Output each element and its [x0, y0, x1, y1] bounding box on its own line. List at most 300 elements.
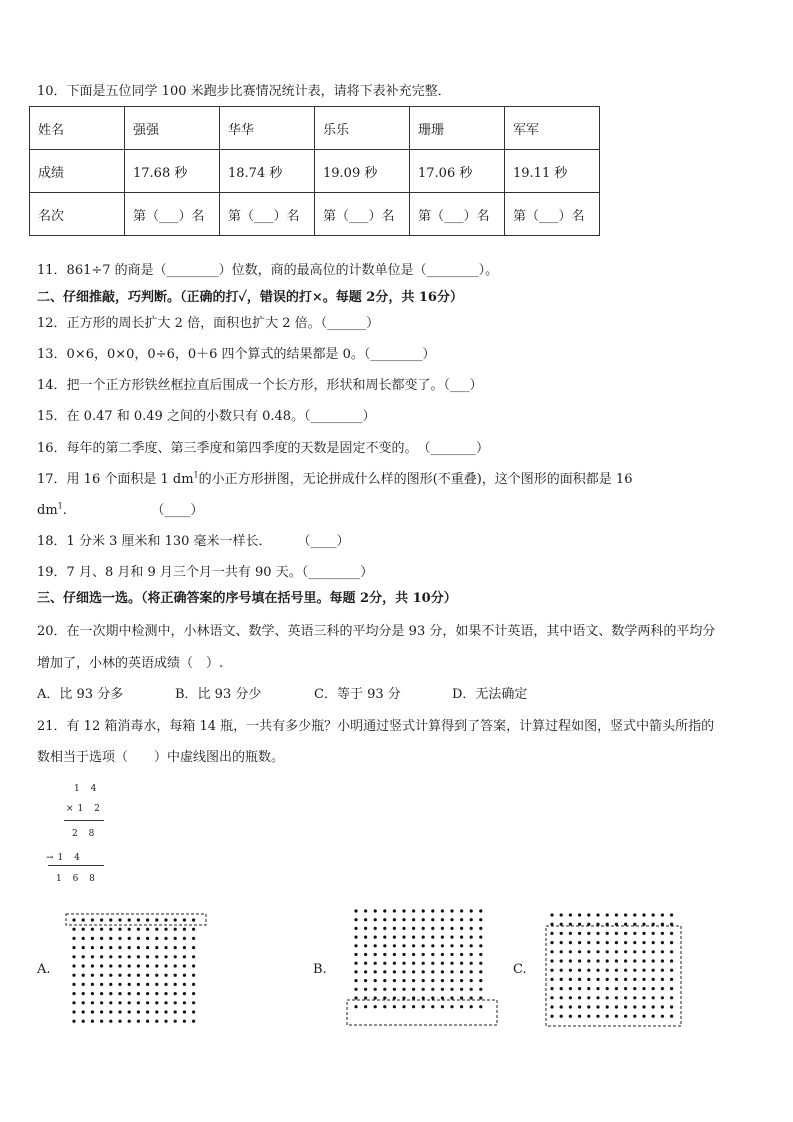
- bottle-dot: [109, 937, 112, 940]
- bottle-dot: [422, 944, 425, 947]
- bottle-dot: [587, 978, 590, 981]
- rank-blank[interactable]: 第（___）名: [220, 193, 315, 236]
- bottle-dot: [109, 946, 112, 949]
- bottle-dot: [479, 936, 482, 939]
- bottle-dot: [402, 962, 405, 965]
- bottle-dot: [109, 983, 112, 986]
- bottle-dot: [128, 918, 131, 921]
- table-row-names: [30, 107, 600, 150]
- bottle-dot: [72, 955, 75, 958]
- bottle-dot: [550, 913, 553, 916]
- q19: 19．7 月、8 月和 9 月三个月一共有 90 天。（________）: [37, 565, 374, 580]
- bottle-dot: [606, 978, 609, 981]
- bottle-dot: [354, 909, 357, 912]
- bottle-dot: [450, 988, 453, 991]
- q21-option-b-label[interactable]: B.: [313, 962, 327, 977]
- bottle-dot: [661, 913, 664, 916]
- bottle-dot: [670, 1005, 673, 1008]
- bottle-dot: [569, 923, 572, 926]
- bottle-dot: [596, 950, 599, 953]
- bottle-dot: [374, 953, 377, 956]
- table-row-ranks: [30, 193, 600, 236]
- bottle-dot: [460, 996, 463, 999]
- table-cell: 军军: [505, 107, 600, 150]
- bottle-dot: [146, 937, 149, 940]
- bottle-dot: [183, 928, 186, 931]
- bottle-dot: [441, 970, 444, 973]
- bottle-dot: [578, 941, 581, 944]
- bottle-dot: [652, 978, 655, 981]
- bottle-dot: [146, 983, 149, 986]
- bottle-dot: [354, 918, 357, 921]
- bottle-dot: [624, 950, 627, 953]
- bottle-dot: [155, 1010, 158, 1013]
- bottle-dot: [100, 974, 103, 977]
- bottle-dot: [137, 992, 140, 995]
- bottle-dot: [402, 979, 405, 982]
- bottle-dot: [155, 918, 158, 921]
- bottle-dot: [393, 944, 396, 947]
- bottle-dot: [479, 927, 482, 930]
- bottle-dot: [137, 1020, 140, 1023]
- bottle-dot: [412, 927, 415, 930]
- bottle-dot: [91, 983, 94, 986]
- bottle-dot: [460, 962, 463, 965]
- bottle-dot: [661, 950, 664, 953]
- bottle-dot: [596, 941, 599, 944]
- bottle-dot: [431, 953, 434, 956]
- bottle-dot: [661, 923, 664, 926]
- bottle-dot: [354, 962, 357, 965]
- bottle-dot: [174, 1001, 177, 1004]
- bottle-dot: [393, 909, 396, 912]
- bottle-dot: [109, 964, 112, 967]
- bottle-dot: [470, 927, 473, 930]
- bottle-dot: [661, 1015, 664, 1018]
- bottle-dot: [192, 1020, 195, 1023]
- bottle-dot: [174, 974, 177, 977]
- bottle-dot: [155, 964, 158, 967]
- bottle-dot: [383, 962, 386, 965]
- bottle-dot: [560, 923, 563, 926]
- bottle-dot: [146, 918, 149, 921]
- bottle-dot: [374, 970, 377, 973]
- bottle-dot: [128, 928, 131, 931]
- bottle-dot: [146, 1001, 149, 1004]
- bottle-dot: [146, 974, 149, 977]
- bottle-dot: [450, 1005, 453, 1008]
- q10-prompt: 10．下面是五位同学 100 米跑步比赛情况统计表，请将下表补充完整．: [37, 84, 451, 99]
- bottle-dot: [560, 941, 563, 944]
- bottle-dot: [661, 1005, 664, 1008]
- bottle-dot: [393, 953, 396, 956]
- bottle-dot: [72, 983, 75, 986]
- bottle-dot: [633, 950, 636, 953]
- bottle-dot: [606, 932, 609, 935]
- bottle-dot: [615, 996, 618, 999]
- q20-option-c[interactable]: C．等于 93 分: [314, 687, 401, 702]
- bottle-dot: [118, 937, 121, 940]
- bottle-dot: [550, 959, 553, 962]
- bottle-dot: [624, 941, 627, 944]
- bottle-grid-c: [544, 909, 684, 1029]
- bottle-dot: [550, 932, 553, 935]
- bottle-dot: [128, 1010, 131, 1013]
- bottle-dot: [118, 928, 121, 931]
- bottle-dot: [652, 913, 655, 916]
- bottle-dot: [431, 1005, 434, 1008]
- bottle-dot: [109, 1020, 112, 1023]
- q21-option-c-label[interactable]: C.: [513, 962, 527, 977]
- bottle-dot: [550, 996, 553, 999]
- bottle-dot: [441, 962, 444, 965]
- bottle-dot: [402, 953, 405, 956]
- bottle-dot: [82, 946, 85, 949]
- bottle-dot: [569, 932, 572, 935]
- bottle-dot: [192, 964, 195, 967]
- bottle-dot: [164, 1020, 167, 1023]
- bottle-dot: [383, 918, 386, 921]
- bottle-dot: [652, 1005, 655, 1008]
- q20-line2: 增加了，小林的英语成绩（ ）.: [37, 656, 224, 671]
- bottle-dot: [479, 979, 482, 982]
- bottle-dot: [670, 987, 673, 990]
- bottle-dot: [128, 974, 131, 977]
- bottle-dot: [624, 996, 627, 999]
- bottle-dot: [82, 1001, 85, 1004]
- table-cell: 18.74 秒: [220, 150, 315, 193]
- bottle-dot: [174, 937, 177, 940]
- bottle-dot: [587, 932, 590, 935]
- bottle-dot: [422, 909, 425, 912]
- bottle-dot: [82, 918, 85, 921]
- bottle-dot: [364, 979, 367, 982]
- bottle-dot: [652, 923, 655, 926]
- bottle-dot: [383, 996, 386, 999]
- bottle-dot: [374, 927, 377, 930]
- bottle-dot: [569, 959, 572, 962]
- rank-blank[interactable]: 第（___）名: [505, 193, 600, 236]
- bottle-dot: [479, 909, 482, 912]
- bottle-dot: [72, 1001, 75, 1004]
- bottle-dot: [412, 936, 415, 939]
- bottle-dot: [174, 918, 177, 921]
- bottle-dot: [383, 970, 386, 973]
- bottle-dot: [642, 941, 645, 944]
- bottle-dot: [402, 927, 405, 930]
- bottle-dot: [192, 928, 195, 931]
- bottle-dot: [633, 987, 636, 990]
- bottle-dot: [587, 959, 590, 962]
- bottle-dot: [128, 946, 131, 949]
- bottle-dot: [441, 979, 444, 982]
- bottle-dot: [412, 996, 415, 999]
- bottle-dot: [633, 969, 636, 972]
- bottle-dot: [642, 959, 645, 962]
- bottle-dot: [128, 983, 131, 986]
- bottle-dot: [192, 1001, 195, 1004]
- bottle-dot: [364, 927, 367, 930]
- bottle-dot: [422, 970, 425, 973]
- bottle-dot: [470, 988, 473, 991]
- bottle-dot: [164, 983, 167, 986]
- bottle-dot: [460, 936, 463, 939]
- bottle-dot: [183, 955, 186, 958]
- bottle-dot: [479, 962, 482, 965]
- bottle-dot: [479, 953, 482, 956]
- bottle-dot: [652, 932, 655, 935]
- bottle-dot: [72, 974, 75, 977]
- q20-option-d[interactable]: D．无法确定: [452, 687, 528, 702]
- bottle-dot: [109, 992, 112, 995]
- bottle-dot: [450, 979, 453, 982]
- bottle-dot: [587, 913, 590, 916]
- bottle-dot: [441, 927, 444, 930]
- bottle-dot: [606, 923, 609, 926]
- bottle-dot: [633, 923, 636, 926]
- bottle-dot: [578, 950, 581, 953]
- bottle-dot: [587, 923, 590, 926]
- bottle-dot: [118, 955, 121, 958]
- bottle-dot: [402, 918, 405, 921]
- bottle-dot: [578, 987, 581, 990]
- bottle-dot: [393, 979, 396, 982]
- calc-row: 1 4: [74, 784, 101, 794]
- bottle-dot: [155, 955, 158, 958]
- bottle-dot: [412, 1005, 415, 1008]
- bottle-dot: [412, 909, 415, 912]
- rank-blank[interactable]: 第（___）名: [125, 193, 220, 236]
- bottle-dot: [412, 988, 415, 991]
- bottle-dot: [72, 928, 75, 931]
- bottle-dot: [118, 964, 121, 967]
- bottle-dot: [164, 918, 167, 921]
- bottle-dot: [642, 923, 645, 926]
- bottle-dot: [550, 1015, 553, 1018]
- bottle-dot: [109, 918, 112, 921]
- bottle-dot: [642, 969, 645, 972]
- bottle-dot: [587, 950, 590, 953]
- bottle-dot: [560, 996, 563, 999]
- bottle-dot: [578, 1015, 581, 1018]
- bottle-dot: [164, 955, 167, 958]
- bottle-dot: [174, 992, 177, 995]
- bottle-dot: [550, 969, 553, 972]
- bottle-dot: [606, 996, 609, 999]
- bottle-dot: [155, 946, 158, 949]
- bottle-dot: [383, 953, 386, 956]
- bottle-dot: [441, 936, 444, 939]
- bottle-dot: [479, 996, 482, 999]
- bottle-dot: [137, 1001, 140, 1004]
- bottle-dot: [100, 928, 103, 931]
- bottle-grid-b: [344, 905, 500, 1030]
- bottle-dot: [422, 979, 425, 982]
- bottle-dot: [596, 959, 599, 962]
- bottle-dot: [100, 1010, 103, 1013]
- bottle-dot: [441, 918, 444, 921]
- bottle-dot: [174, 955, 177, 958]
- bottle-dot: [128, 964, 131, 967]
- bottle-dot: [450, 944, 453, 947]
- bottle-dot: [82, 974, 85, 977]
- bottle-dot: [100, 1020, 103, 1023]
- dashed-selection-outline: [347, 1000, 497, 1025]
- bottle-dot: [412, 962, 415, 965]
- bottle-dot: [82, 1020, 85, 1023]
- bottle-dot: [393, 936, 396, 939]
- bottle-dot: [118, 1020, 121, 1023]
- bottle-dot: [402, 936, 405, 939]
- bottle-dot: [560, 987, 563, 990]
- bottle-dot: [82, 937, 85, 940]
- bottle-dot: [606, 913, 609, 916]
- bottle-dot: [374, 962, 377, 965]
- bottle-dot: [587, 987, 590, 990]
- bottle-dot: [412, 953, 415, 956]
- q12: 12．正方形的周长扩大 2 倍，面积也扩大 2 倍。（______）: [37, 316, 380, 331]
- bottle-dot: [146, 1020, 149, 1023]
- bottle-dot: [606, 969, 609, 972]
- q17-line2: $dm^1$. （____）: [37, 501, 204, 518]
- bottle-dot: [393, 988, 396, 991]
- bottle-dot: [146, 964, 149, 967]
- bottle-dot: [402, 909, 405, 912]
- bottle-dot: [164, 946, 167, 949]
- bottle-dot: [587, 996, 590, 999]
- bottle-dot: [615, 923, 618, 926]
- bottle-dot: [450, 996, 453, 999]
- bottle-dot: [174, 928, 177, 931]
- bottle-dot: [642, 932, 645, 935]
- bottle-dot: [661, 932, 664, 935]
- bottle-dot: [661, 978, 664, 981]
- bottle-dot: [412, 970, 415, 973]
- bottle-dot: [470, 909, 473, 912]
- bottle-dot: [393, 918, 396, 921]
- bottle-dot: [146, 992, 149, 995]
- bottle-dot: [374, 988, 377, 991]
- bottle-dot: [91, 1010, 94, 1013]
- bottle-dot: [661, 941, 664, 944]
- rank-blank[interactable]: 第（___）名: [410, 193, 505, 236]
- bottle-dot: [146, 1010, 149, 1013]
- q21-option-a-label[interactable]: A.: [37, 962, 51, 977]
- bottle-dot: [412, 979, 415, 982]
- bottle-dot: [364, 1005, 367, 1008]
- bottle-dot: [569, 950, 572, 953]
- bottle-dot: [128, 1001, 131, 1004]
- bottle-dot: [137, 937, 140, 940]
- bottle-dot: [192, 955, 195, 958]
- bottle-dot: [615, 932, 618, 935]
- bottle-dot: [578, 996, 581, 999]
- bottle-dot: [661, 969, 664, 972]
- table-cell: 19.09 秒: [315, 150, 410, 193]
- bottle-dot: [460, 953, 463, 956]
- q20-option-b[interactable]: B．比 93 分少: [175, 687, 262, 702]
- bottle-dot: [431, 996, 434, 999]
- bottle-dot: [364, 909, 367, 912]
- bottle-dot: [192, 1010, 195, 1013]
- bottle-dot: [402, 988, 405, 991]
- bottle-dot: [383, 944, 386, 947]
- bottle-dot: [670, 996, 673, 999]
- bottle-dot: [174, 946, 177, 949]
- rank-blank[interactable]: 第（___）名: [315, 193, 410, 236]
- section-2-heading: 二、仔细推敲，巧判断。（正确的打✓，错误的打×。每题 2分，共 16分）: [37, 290, 463, 305]
- bottle-dot: [137, 974, 140, 977]
- bottle-dot: [164, 992, 167, 995]
- bottle-dot: [155, 1001, 158, 1004]
- bottle-dot: [606, 1005, 609, 1008]
- bottle-dot: [383, 936, 386, 939]
- bottle-dot: [460, 927, 463, 930]
- q16: 16．每年的第二季度、第三季度和第四季度的天数是固定不变的。 （_______）: [37, 441, 490, 456]
- bottle-dot: [633, 1015, 636, 1018]
- bottle-grid-a: [64, 912, 208, 1030]
- table-cell: 珊珊: [410, 107, 505, 150]
- bottle-dot: [354, 936, 357, 939]
- q18: 18．1 分米 3 厘米和 130 毫米一样长． （____）: [37, 534, 350, 549]
- bottle-dot: [431, 936, 434, 939]
- bottle-dot: [479, 970, 482, 973]
- bottle-dot: [364, 936, 367, 939]
- bottle-dot: [652, 941, 655, 944]
- bottle-dot: [560, 1015, 563, 1018]
- bottle-dot: [422, 918, 425, 921]
- bottle-dot: [460, 970, 463, 973]
- bottle-dot: [402, 1005, 405, 1008]
- bottle-dot: [100, 918, 103, 921]
- bottle-dot: [155, 937, 158, 940]
- bottle-dot: [431, 962, 434, 965]
- table-cell: 姓名: [30, 107, 125, 150]
- bottle-dot: [82, 992, 85, 995]
- bottle-dot: [383, 979, 386, 982]
- bottle-dot: [596, 987, 599, 990]
- bottle-dot: [642, 1015, 645, 1018]
- bottle-dot: [560, 969, 563, 972]
- bottle-dot: [91, 918, 94, 921]
- bottle-dot: [192, 937, 195, 940]
- bottle-dot: [412, 918, 415, 921]
- bottle-dot: [155, 1020, 158, 1023]
- bottle-dot: [670, 913, 673, 916]
- q20-option-a[interactable]: A．比 93 分多: [37, 687, 124, 702]
- bottle-dot: [578, 978, 581, 981]
- bottle-dot: [383, 1005, 386, 1008]
- bottle-dot: [550, 987, 553, 990]
- bottle-dot: [128, 1020, 131, 1023]
- bottle-dot: [155, 974, 158, 977]
- bottle-dot: [91, 964, 94, 967]
- bottle-dot: [82, 928, 85, 931]
- q20-line1: 20．在一次期中检测中，小林语文、数学、英语三科的平均分是 93 分，如果不计英语，其中语文、数学两科的平均分: [37, 624, 716, 639]
- bottle-dot: [100, 946, 103, 949]
- bottle-dot: [393, 996, 396, 999]
- bottle-dot: [354, 970, 357, 973]
- bottle-dot: [569, 1005, 572, 1008]
- bottle-dot: [479, 1005, 482, 1008]
- bottle-dot: [431, 979, 434, 982]
- bottle-dot: [137, 928, 140, 931]
- bottle-dot: [364, 970, 367, 973]
- bottle-dot: [587, 1005, 590, 1008]
- bottle-dot: [109, 1001, 112, 1004]
- bottle-dot: [578, 932, 581, 935]
- bottle-dot: [155, 928, 158, 931]
